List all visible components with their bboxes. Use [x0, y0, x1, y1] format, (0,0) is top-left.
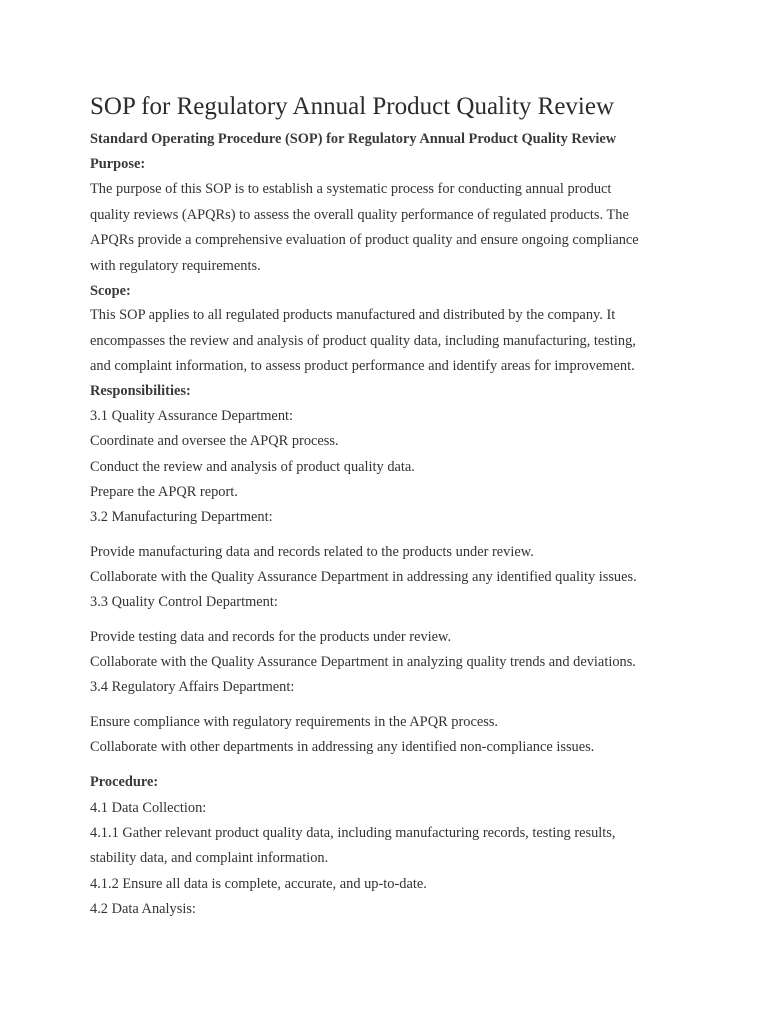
- scope-heading: Scope:: [90, 283, 131, 299]
- scope-line: and complaint information, to assess product performance and identify areas for improvement.: [90, 358, 635, 374]
- qa-item: Prepare the APQR report.: [90, 484, 238, 500]
- ra-item: Ensure compliance with regulatory requirements in the APQR process.: [90, 714, 499, 730]
- qa-department-heading: 3.1 Quality Assurance Department:: [90, 408, 294, 424]
- procedure-line: stability data, and complaint information.: [90, 850, 329, 866]
- scope-line: This SOP applies to all regulated products manufactured and distributed by the company. It: [90, 307, 616, 323]
- responsibilities-heading: Responsibilities:: [90, 383, 191, 399]
- procedure-line: 4.1.1 Gather relevant product quality data, including manufacturing records, testing results,: [90, 825, 616, 841]
- purpose-line: with regulatory requirements.: [90, 258, 261, 274]
- mfg-item: Collaborate with the Quality Assurance Department in addressing any identified quality issues.: [90, 569, 637, 585]
- document-title: SOP for Regulatory Annual Product Quality Review: [90, 93, 615, 120]
- ra-department-heading: 3.4 Regulatory Affairs Department:: [90, 679, 295, 695]
- purpose-heading: Purpose:: [90, 156, 146, 172]
- qa-item: Conduct the review and analysis of product quality data.: [90, 459, 415, 475]
- qc-item: Provide testing data and records for the products under review.: [90, 629, 452, 645]
- purpose-line: The purpose of this SOP is to establish a systematic process for conducting annual product: [90, 181, 612, 197]
- procedure-line: 4.1 Data Collection:: [90, 800, 207, 816]
- scope-line: encompasses the review and analysis of product quality data, including manufacturing, testing,: [90, 333, 636, 349]
- mfg-item: Provide manufacturing data and records related to the products under review.: [90, 544, 534, 560]
- procedure-line: 4.1.2 Ensure all data is complete, accurate, and up-to-date.: [90, 876, 427, 892]
- qc-department-heading: 3.3 Quality Control Department:: [90, 594, 278, 610]
- ra-item: Collaborate with other departments in addressing any identified non-compliance issues.: [90, 739, 595, 755]
- purpose-line: quality reviews (APQRs) to assess the overall quality performance of regulated products. The: [90, 207, 629, 223]
- procedure-line: 4.2 Data Analysis:: [90, 901, 196, 917]
- document-subtitle: Standard Operating Procedure (SOP) for Regulatory Annual Product Quality Review: [90, 131, 617, 147]
- procedure-heading: Procedure:: [90, 774, 159, 790]
- qc-item: Collaborate with the Quality Assurance Department in analyzing quality trends and deviations.: [90, 654, 636, 670]
- qa-item: Coordinate and oversee the APQR process.: [90, 433, 339, 449]
- purpose-line: APQRs provide a comprehensive evaluation of product quality and ensure ongoing compliance: [90, 232, 639, 248]
- mfg-department-heading: 3.2 Manufacturing Department:: [90, 509, 273, 525]
